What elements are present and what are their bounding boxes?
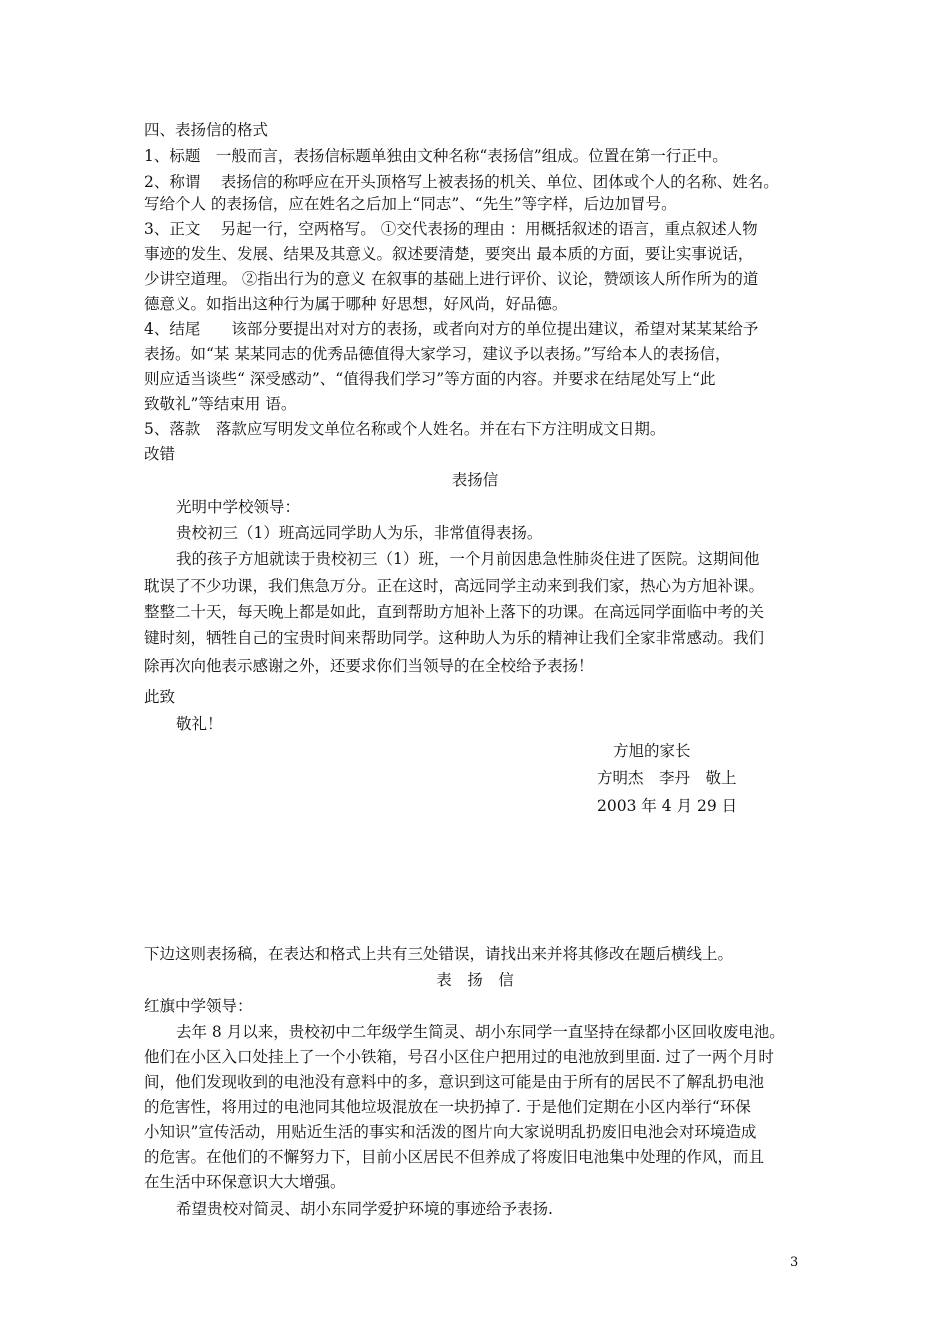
format-line: 1、标题 一般而言，表扬信标题单独由文种名称“表扬信”组成。位置在第一行正中。: [144, 147, 728, 165]
format-line: 3、正文 另起一行，空两格写。 ①交代表扬的理由 ：用概括叙述的语言，重点叙述人物: [144, 220, 758, 238]
exercise-paragraph-line: 小知识”宣传活动，用贴近生活的事实和活泼的图片向大家说明乱扔废旧电池会对环境造成: [144, 1123, 757, 1141]
format-line: 致敬礼”等结束用 语。: [144, 395, 297, 413]
letter-salutation: 光明中学校领导：: [176, 498, 301, 516]
exercise-paragraph: 希望贵校对简灵、胡小东同学爱护环境的事迹给予表扬.: [176, 1200, 553, 1218]
exercise-paragraph: 去年 8 月以来，贵校初中二年级学生简灵、胡小东同学一直坚持在绿都小区回收废电池。: [176, 1023, 785, 1041]
letter-title: 表扬信: [451, 471, 499, 489]
letter-signer-names: 方明杰 李丹 敬上: [597, 769, 737, 787]
format-line: 德意义。如指出这种行为属于哪种 好思想，好风尚，好品德。: [144, 295, 568, 313]
letter-paragraph-line: 除再次向他表示感谢之外，还要求你们当领导的在全校给予表扬！: [144, 657, 594, 675]
section-heading: 四、表扬信的格式: [144, 121, 269, 139]
exercise-paragraph-line: 的危害。在他们的不懈努力下，目前小区居民不但养成了将废旧电池集中处理的作风，而且: [144, 1148, 765, 1166]
letter-paragraph: 贵校初三（1）班高远同学助人为乐，非常值得表扬。: [176, 524, 543, 542]
exercise-salutation: 红旗中学领导：: [144, 997, 253, 1015]
format-line: 写给个人 的表扬信，应在姓名之后加上“同志”、“先生”等字样，后边加冒号。: [144, 195, 677, 213]
letter-paragraph: 我的孩子方旭就读于贵校初三（1）班，一个月前因患急性肺炎住进了医院。这期间他: [176, 550, 760, 568]
format-line: 表扬。如“某 某某同志的优秀品德值得大家学习，建议予以表扬。”写给本人的表扬信，: [144, 345, 731, 363]
letter-closing-salute: 敬礼！: [176, 715, 223, 733]
format-line: 事迹的发生、发展、结果及其意义。叙述要清楚，要突出 最本质的方面，要让实事说话，: [144, 245, 754, 263]
letter-paragraph-line: 键时刻，牺牲自己的宝贵时间来帮助同学。这种助人为乐的精神让我们全家非常感动。我们: [144, 629, 765, 647]
exercise-title: 表 扬 信: [436, 971, 514, 989]
format-line: 2、称谓 表扬信的称呼应在开头顶格写上被表扬的机关、单位、团体或个人的名称、姓名。: [144, 173, 779, 191]
exercise-paragraph-line: 间，他们发现收到的电池没有意料中的多，意识到这可能是由于所有的居民不了解乱扔电池: [144, 1073, 765, 1091]
letter-signer: 方旭的家长: [613, 742, 691, 760]
page-number: 3: [790, 1255, 799, 1270]
format-line: 4、结尾 该部分要提出对对方的表扬，或者向对方的单位提出建议，希望对某某某给予: [144, 320, 759, 338]
correction-heading: 改错: [144, 445, 176, 463]
exercise-paragraph-line: 他们在小区入口处挂上了一个小铁箱，号召小区住户把用过的电池放到里面. 过了一两个月时: [144, 1048, 774, 1066]
letter-paragraph-line: 整整二十天，每天晚上都是如此，直到帮助方旭补上落下的功课。在高远同学面临中考的关: [144, 603, 765, 621]
exercise-paragraph-line: 的危害性，将用过的电池同其他垃圾混放在一块扔掉了. 于是他们定期在小区内举行“环保: [144, 1098, 751, 1116]
letter-paragraph-line: 耽误了不少功课，我们焦急万分。正在这时，高远同学主动来到我们家，热心为方旭补课。: [144, 577, 765, 595]
format-line: 5、落款 落款应写明发文单位名称或个人姓名。并在右下方注明成文日期。: [144, 420, 666, 438]
exercise-paragraph-line: 在生活中环保意识大大增强。: [144, 1173, 346, 1191]
format-line: 少讲空道理。 ②指出行为的意义 在叙事的基础上进行评价、议论，赞颂该人所作所为的道: [144, 270, 759, 288]
exercise-instruction: 下边这则表扬稿，在表达和格式上共有三处错误，请找出来并将其修改在题后横线上。: [144, 945, 734, 963]
letter-closing: 此致: [144, 688, 176, 706]
letter-date: 2003 年 4 月 29 日: [597, 797, 738, 815]
format-line: 则应适当谈些“ 深受感动”、“值得我们学习”等方面的内容。并要求在结尾处写上“此: [144, 370, 716, 388]
